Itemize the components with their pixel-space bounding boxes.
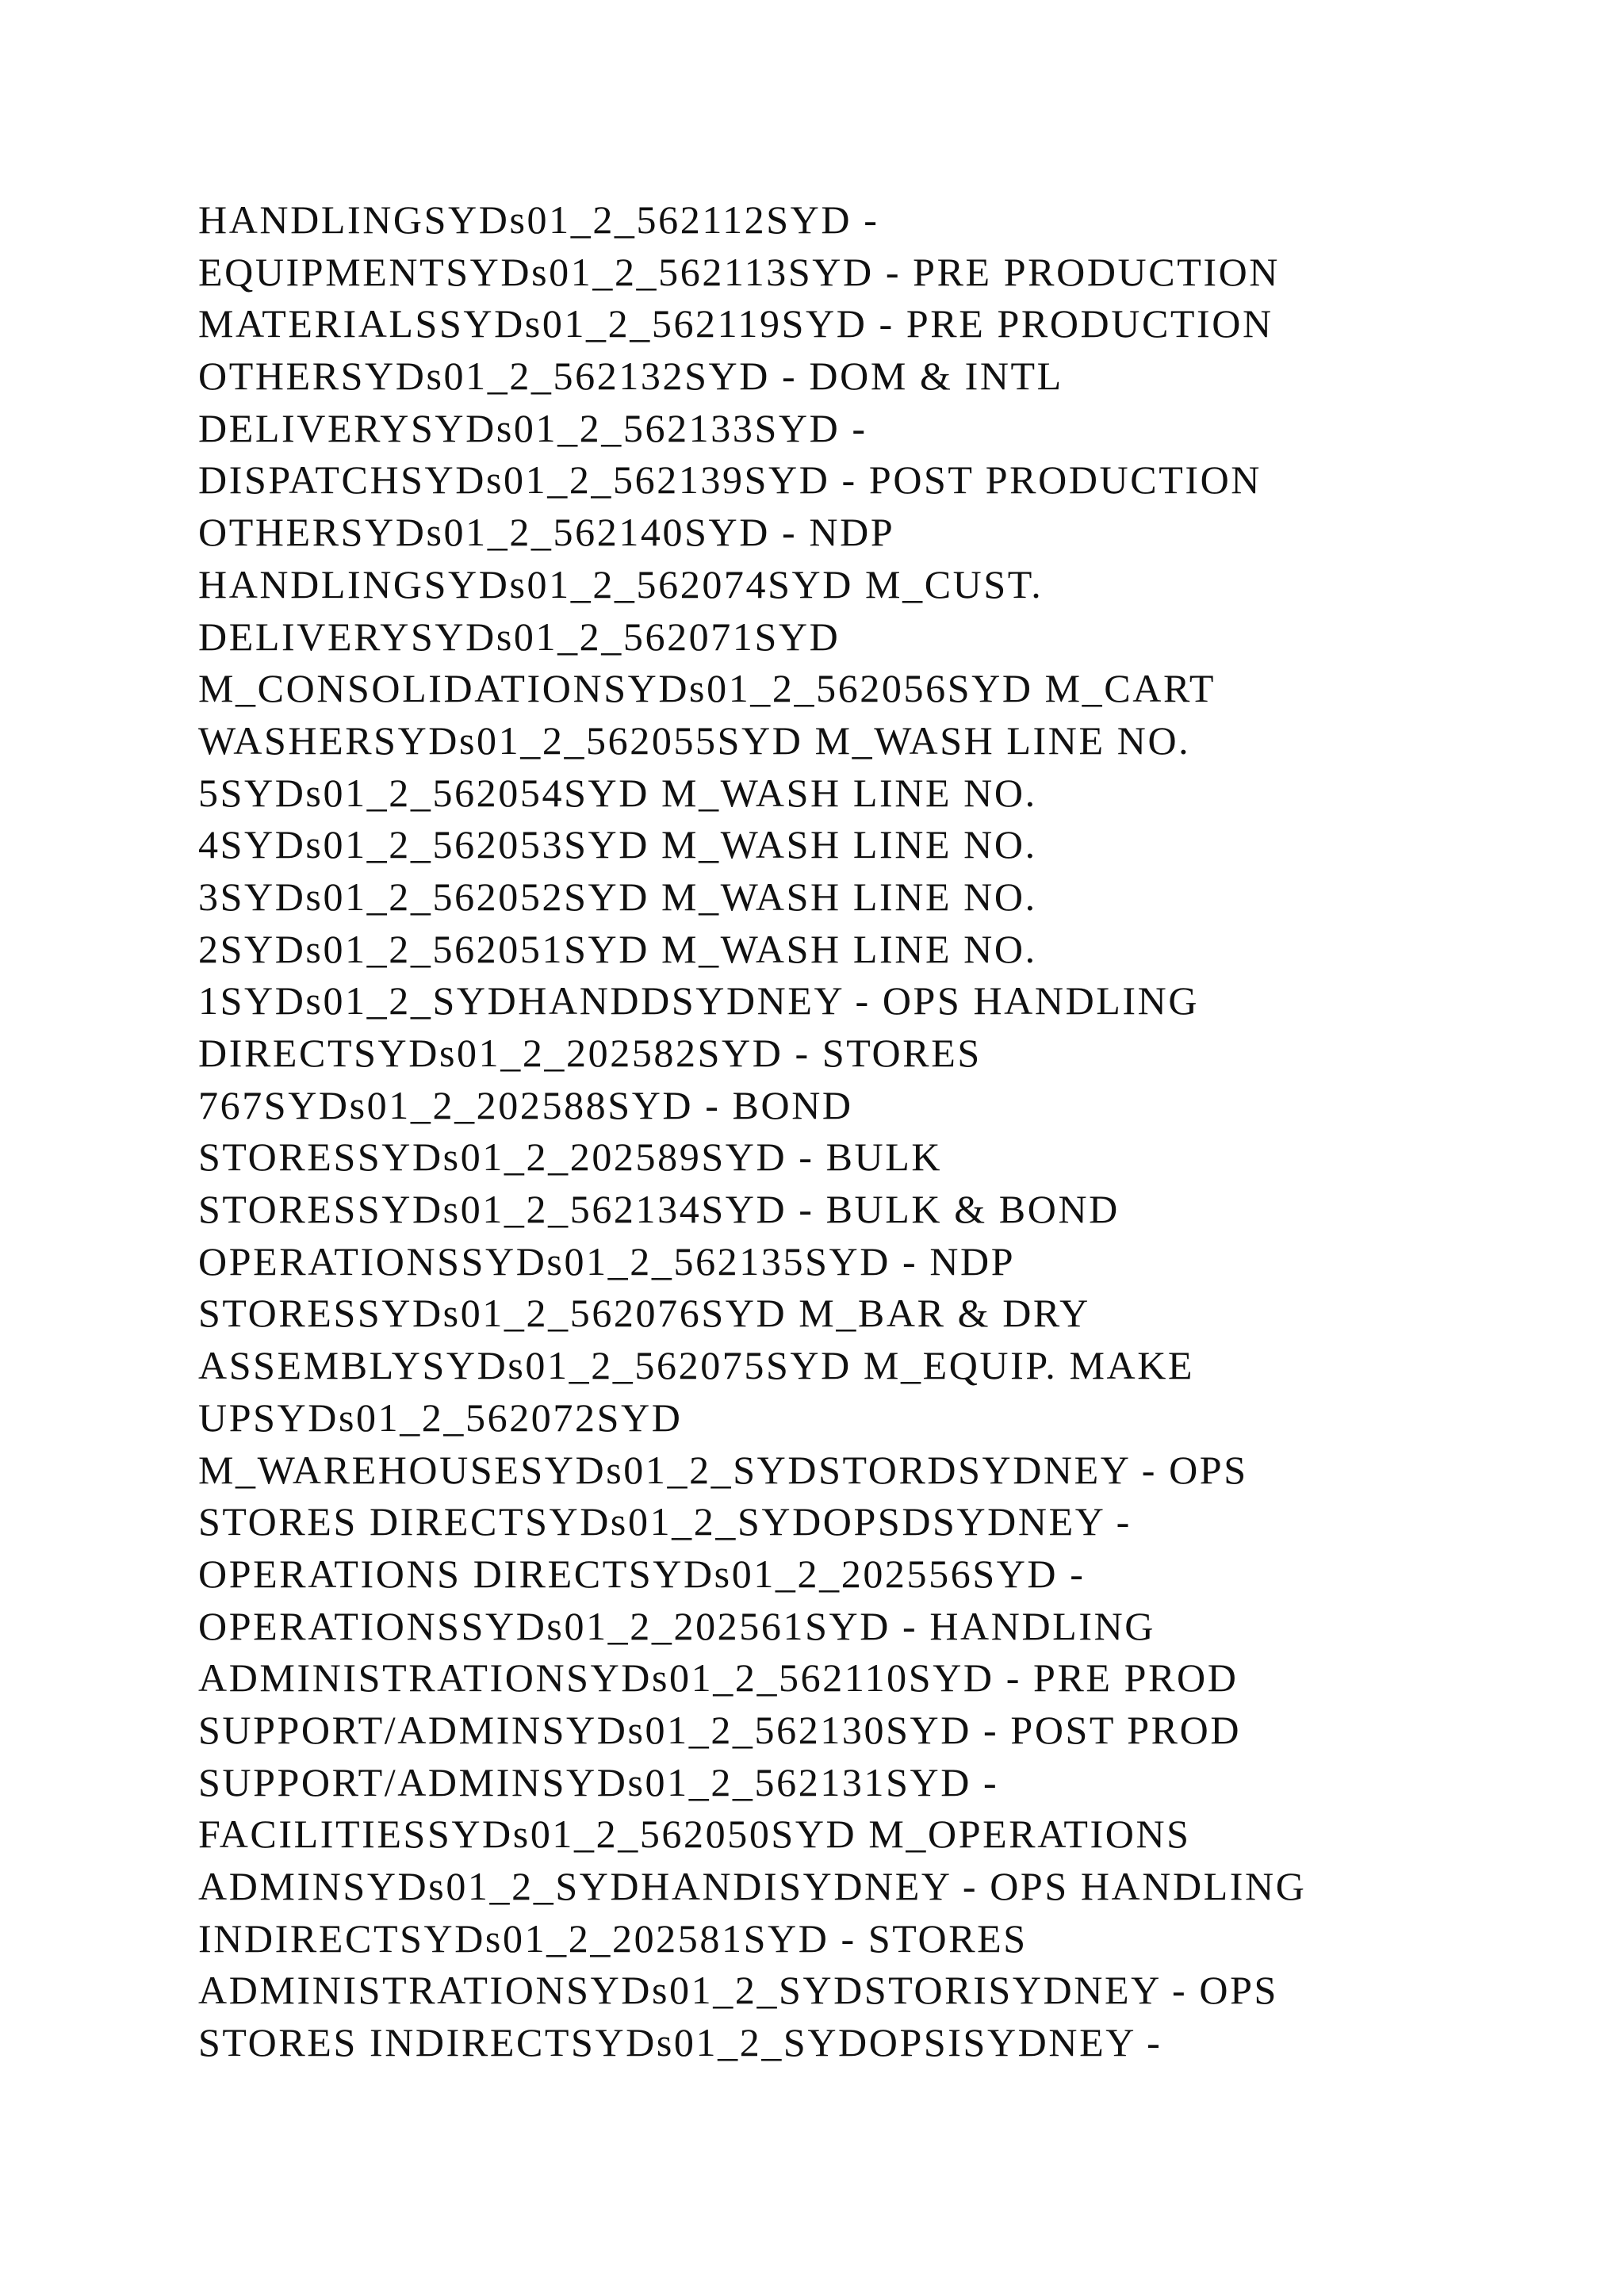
text-line: OTHERSYDs01_2_562132SYD - DOM & INTL <box>198 354 1063 399</box>
text-line: M_WAREHOUSESYDs01_2_SYDSTORDSYDNEY - OPS <box>198 1447 1248 1492</box>
text-line: DELIVERYSYDs01_2_562071SYD <box>198 614 841 659</box>
text-line: M_CONSOLIDATIONSYDs01_2_562056SYD M_CART <box>198 666 1216 711</box>
text-line: SUPPORT/ADMINSYDs01_2_562130SYD - POST PROD <box>198 1707 1242 1752</box>
text-line: HANDLINGSYDs01_2_562112SYD - <box>198 197 879 242</box>
text-line: DISPATCHSYDs01_2_562139SYD - POST PRODUCTION <box>198 457 1262 503</box>
text-line: OPERATIONS DIRECTSYDs01_2_202556SYD - <box>198 1551 1086 1596</box>
document-text-block <box>198 194 1435 2069</box>
text-line: SUPPORT/ADMINSYDs01_2_562131SYD - <box>198 1759 999 1804</box>
text-line: FACILITIESSYDs01_2_562050SYD M_OPERATIONS <box>198 1812 1191 1857</box>
text-line: 3SYDs01_2_562052SYD M_WASH LINE NO. <box>198 874 1037 919</box>
text-line: EQUIPMENTSYDs01_2_562113SYD - PRE PRODUCTION <box>198 249 1281 294</box>
text-line: STORES INDIRECTSYDs01_2_SYDOPSISYDNEY - <box>198 2020 1162 2065</box>
text-line: ADMINSYDs01_2_SYDHANDISYDNEY - OPS HANDLING <box>198 1864 1307 1908</box>
text-line: OPERATIONSSYDs01_2_202561SYD - HANDLING <box>198 1603 1155 1648</box>
text-line: ASSEMBLYSYDs01_2_562075SYD M_EQUIP. MAKE <box>198 1343 1195 1388</box>
text-line: 1SYDs01_2_SYDHANDDSYDNEY - OPS HANDLING <box>198 978 1200 1024</box>
text-line: STORESSYDs01_2_562134SYD - BULK & BOND <box>198 1187 1120 1232</box>
text-line: 5SYDs01_2_562054SYD M_WASH LINE NO. <box>198 770 1037 815</box>
text-line: 4SYDs01_2_562053SYD M_WASH LINE NO. <box>198 822 1037 867</box>
text-line: UPSYDs01_2_562072SYD <box>198 1395 683 1440</box>
text-line: DIRECTSYDs01_2_202582SYD - STORES <box>198 1031 982 1075</box>
text-line: ADMINISTRATIONSYDs01_2_SYDSTORISYDNEY - OPS <box>198 1968 1278 2013</box>
text-line: MATERIALSSYDs01_2_562119SYD - PRE PRODUCTION <box>198 301 1274 346</box>
text-line: HANDLINGSYDs01_2_562074SYD M_CUST. <box>198 561 1044 607</box>
text-line: 2SYDs01_2_562051SYD M_WASH LINE NO. <box>198 926 1037 971</box>
text-line: DELIVERYSYDs01_2_562133SYD - <box>198 405 868 450</box>
text-line: STORES DIRECTSYDs01_2_SYDOPSDSYDNEY - <box>198 1499 1132 1544</box>
text-line: OPERATIONSSYDs01_2_562135SYD - NDP <box>198 1238 1016 1284</box>
text-line: STORESSYDs01_2_202589SYD - BULK <box>198 1135 943 1180</box>
text-line: WASHERSYDs01_2_562055SYD M_WASH LINE NO. <box>198 718 1191 763</box>
text-line: 767SYDs01_2_202588SYD - BOND <box>198 1082 853 1127</box>
text-line: INDIRECTSYDs01_2_202581SYD - STORES <box>198 1915 1028 1961</box>
text-line: OTHERSYDs01_2_562140SYD - NDP <box>198 510 895 555</box>
text-line: ADMINISTRATIONSYDs01_2_562110SYD - PRE PROD <box>198 1655 1239 1701</box>
text-line: STORESSYDs01_2_562076SYD M_BAR & DRY <box>198 1291 1090 1336</box>
